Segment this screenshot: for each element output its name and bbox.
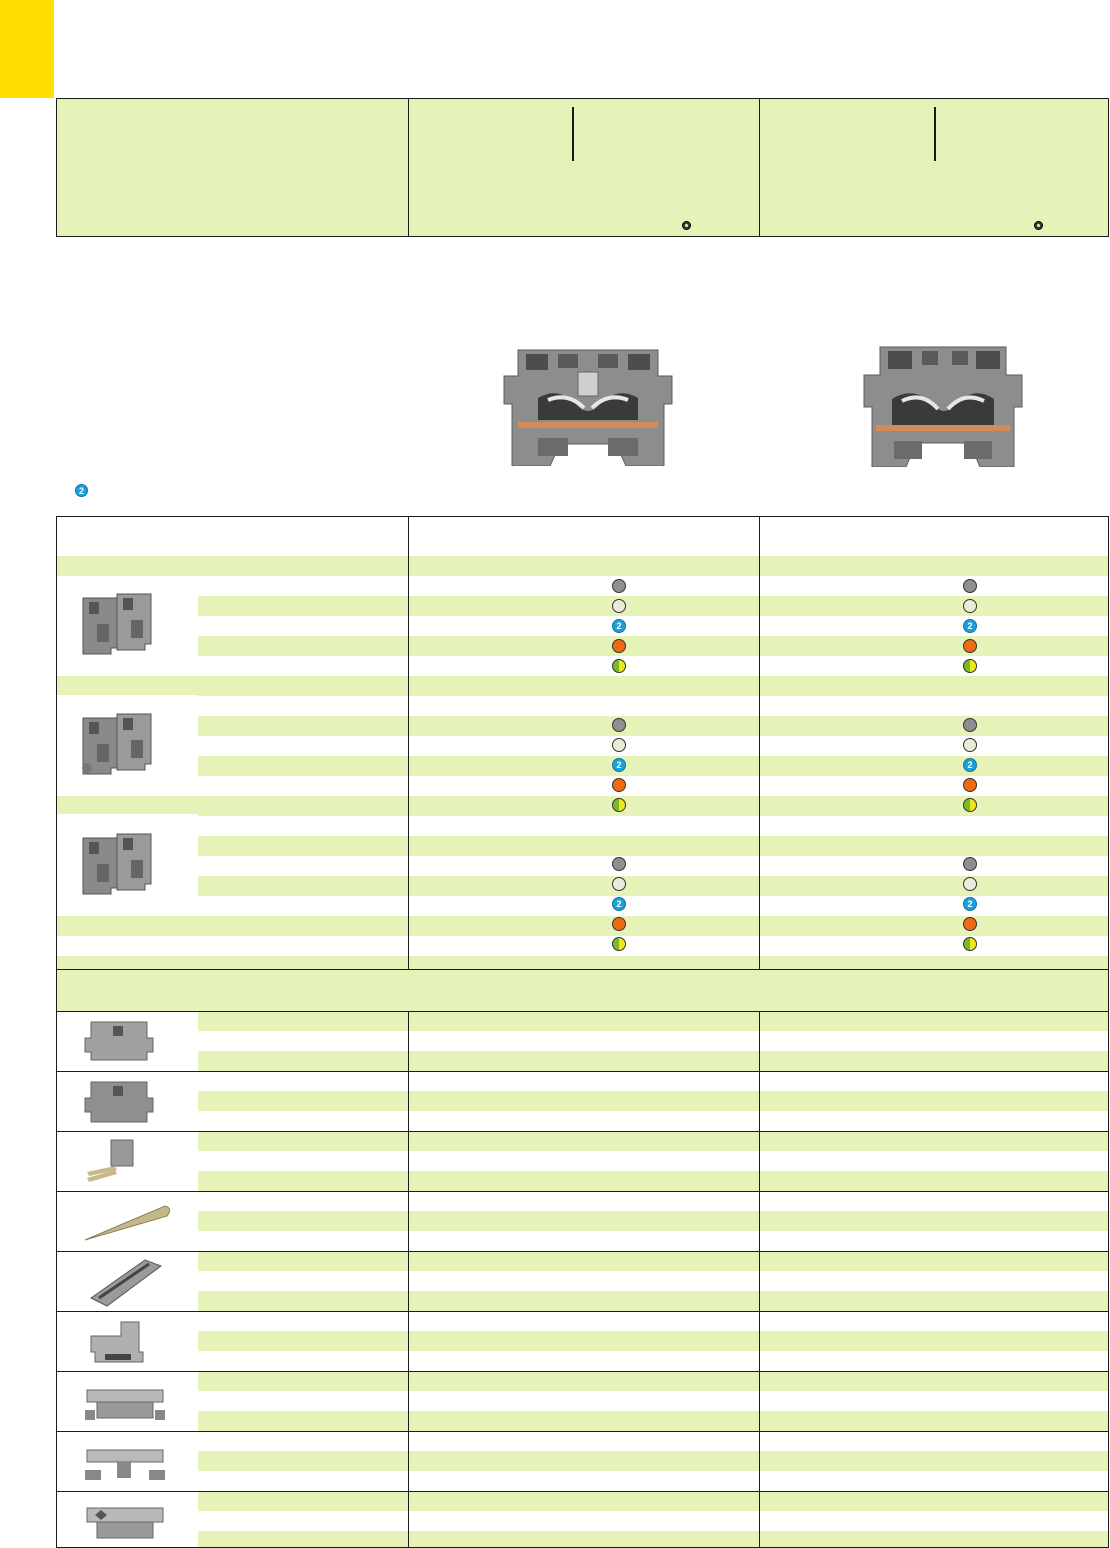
table-row xyxy=(57,1191,1108,1211)
header-column-1 xyxy=(408,517,759,556)
end-stop-icon xyxy=(81,1316,173,1368)
column-divider xyxy=(408,517,409,969)
accessory-top-divider xyxy=(57,1011,1108,1012)
table-row xyxy=(57,1471,1108,1491)
table-row xyxy=(57,1451,1108,1471)
color-dot-gray-icon xyxy=(963,857,977,871)
color-dot-light-icon xyxy=(963,599,977,613)
table-row xyxy=(57,1391,1108,1411)
color-dot-orange-icon xyxy=(612,917,626,931)
mounting-carrier-icon xyxy=(81,1376,173,1428)
color-dot-blue-icon: 2 xyxy=(612,897,626,911)
table-row xyxy=(57,1291,1108,1311)
color-dot-light-icon xyxy=(612,877,626,891)
color-dot-light-icon xyxy=(963,738,977,752)
table-row xyxy=(57,676,1108,696)
table-row xyxy=(57,1071,1108,1091)
color-dot-blue-icon: 2 xyxy=(963,758,977,772)
color-dot-yg-icon xyxy=(963,659,977,673)
color-dot-gray-icon xyxy=(963,718,977,732)
marking-strip-icon xyxy=(81,1196,173,1248)
table-row xyxy=(57,556,1108,576)
jumper-icon xyxy=(81,1136,173,1188)
table-row xyxy=(57,1171,1108,1191)
color-dot-blue-icon: 2 xyxy=(963,897,977,911)
table-row xyxy=(57,1111,1108,1131)
table-row xyxy=(57,1131,1108,1151)
terminal-block-2-conductor-image xyxy=(858,345,1028,467)
color-dot-yg-icon xyxy=(612,937,626,951)
accessory-group-divider xyxy=(57,1371,1108,1372)
table-row xyxy=(57,1031,1108,1051)
color-dot-orange-icon xyxy=(963,917,977,931)
accessory-group-divider xyxy=(57,1431,1108,1432)
accessory-group-divider xyxy=(57,1191,1108,1192)
legend-blue-badge-icon: 2 xyxy=(75,484,88,497)
table-row xyxy=(57,876,1108,896)
table-row xyxy=(57,1511,1108,1531)
column-divider xyxy=(759,1011,760,1548)
spec-label-cell xyxy=(57,99,408,236)
spec-column-1 xyxy=(408,99,759,236)
accessory-group-divider xyxy=(57,1491,1108,1492)
color-dot-yg-icon xyxy=(963,937,977,951)
color-dot-gray-icon xyxy=(612,857,626,871)
table-row xyxy=(57,836,1108,856)
terminal-pair-with-fixing-flange-icon xyxy=(77,708,167,780)
color-dot-blue-icon: 2 xyxy=(612,619,626,633)
accessory-group-divider xyxy=(57,1131,1108,1132)
color-dot-yg-icon xyxy=(612,798,626,812)
table-row xyxy=(57,1331,1108,1351)
accessory-group-divider xyxy=(57,1071,1108,1072)
table-row xyxy=(57,736,1108,756)
color-dot-orange-icon xyxy=(963,778,977,792)
spec-divider-line xyxy=(572,107,574,161)
table-row xyxy=(57,1211,1108,1231)
table-row xyxy=(57,1051,1108,1071)
table-row xyxy=(57,936,1108,956)
table-row xyxy=(57,1491,1108,1511)
color-dot-light-icon xyxy=(963,877,977,891)
table-row xyxy=(57,1431,1108,1451)
color-dot-gray-icon xyxy=(612,718,626,732)
color-dot-yg-icon xyxy=(963,798,977,812)
table-row xyxy=(57,1251,1108,1271)
table-row xyxy=(57,656,1108,676)
table-row xyxy=(57,1531,1108,1548)
color-dot-gray-icon xyxy=(963,579,977,593)
table-row xyxy=(57,816,1108,836)
terminal-pair-with-mounting-foot-icon xyxy=(77,588,167,660)
color-dot-orange-icon xyxy=(612,778,626,792)
accessory-group-divider xyxy=(57,1311,1108,1312)
table-row xyxy=(57,776,1108,796)
mounting-carrier-screw-icon xyxy=(81,1436,173,1488)
table-row xyxy=(57,1371,1108,1391)
color-dot-orange-icon xyxy=(963,639,977,653)
table-row xyxy=(57,576,1108,596)
section-tab-marker xyxy=(0,0,54,98)
section-divider xyxy=(57,969,1108,970)
table-row xyxy=(57,596,1108,616)
color-dot-blue-icon: 2 xyxy=(612,758,626,772)
spec-divider-line xyxy=(934,107,936,161)
spec-table xyxy=(56,98,1109,237)
din-rail-icon xyxy=(81,1256,173,1308)
color-dot-light-icon xyxy=(612,599,626,613)
table-row xyxy=(57,696,1108,716)
approval-mark-icon xyxy=(1034,221,1043,230)
header-column-2 xyxy=(759,517,1109,556)
table-row xyxy=(57,1311,1108,1331)
table-row xyxy=(57,756,1108,776)
ordering-table xyxy=(56,516,1109,1548)
table-row xyxy=(57,1151,1108,1171)
column-divider xyxy=(408,1011,409,1548)
header-description-cell xyxy=(57,517,408,556)
table-row xyxy=(57,1011,1108,1031)
table-row xyxy=(57,1351,1108,1371)
table-row xyxy=(57,916,1108,936)
table-row xyxy=(57,1271,1108,1291)
mounting-carrier-marker-icon xyxy=(81,1496,173,1548)
table-row xyxy=(57,636,1108,656)
spec-column-2 xyxy=(759,99,1110,236)
table-row xyxy=(57,1411,1108,1431)
table-row xyxy=(57,616,1108,636)
intermediate-plate-icon xyxy=(81,1076,173,1128)
table-row xyxy=(57,896,1108,916)
color-dot-gray-icon xyxy=(612,579,626,593)
end-plate-icon xyxy=(81,1016,173,1068)
accessories-section-header xyxy=(57,969,1108,1011)
table-row xyxy=(57,856,1108,876)
column-divider xyxy=(759,517,760,969)
color-dot-light-icon xyxy=(612,738,626,752)
accessory-group-divider xyxy=(57,1251,1108,1252)
approval-mark-icon xyxy=(682,221,691,230)
table-row xyxy=(57,1231,1108,1251)
color-dot-yg-icon xyxy=(612,659,626,673)
color-dot-orange-icon xyxy=(612,639,626,653)
table-row xyxy=(57,796,1108,816)
terminal-block-2-conductor-image xyxy=(498,348,678,466)
table-row xyxy=(57,1091,1108,1111)
table-row xyxy=(57,716,1108,736)
ordering-table-header xyxy=(57,517,1108,557)
color-dot-blue-icon: 2 xyxy=(963,619,977,633)
terminal-pair-with-snap-in-foot-icon xyxy=(77,828,167,900)
